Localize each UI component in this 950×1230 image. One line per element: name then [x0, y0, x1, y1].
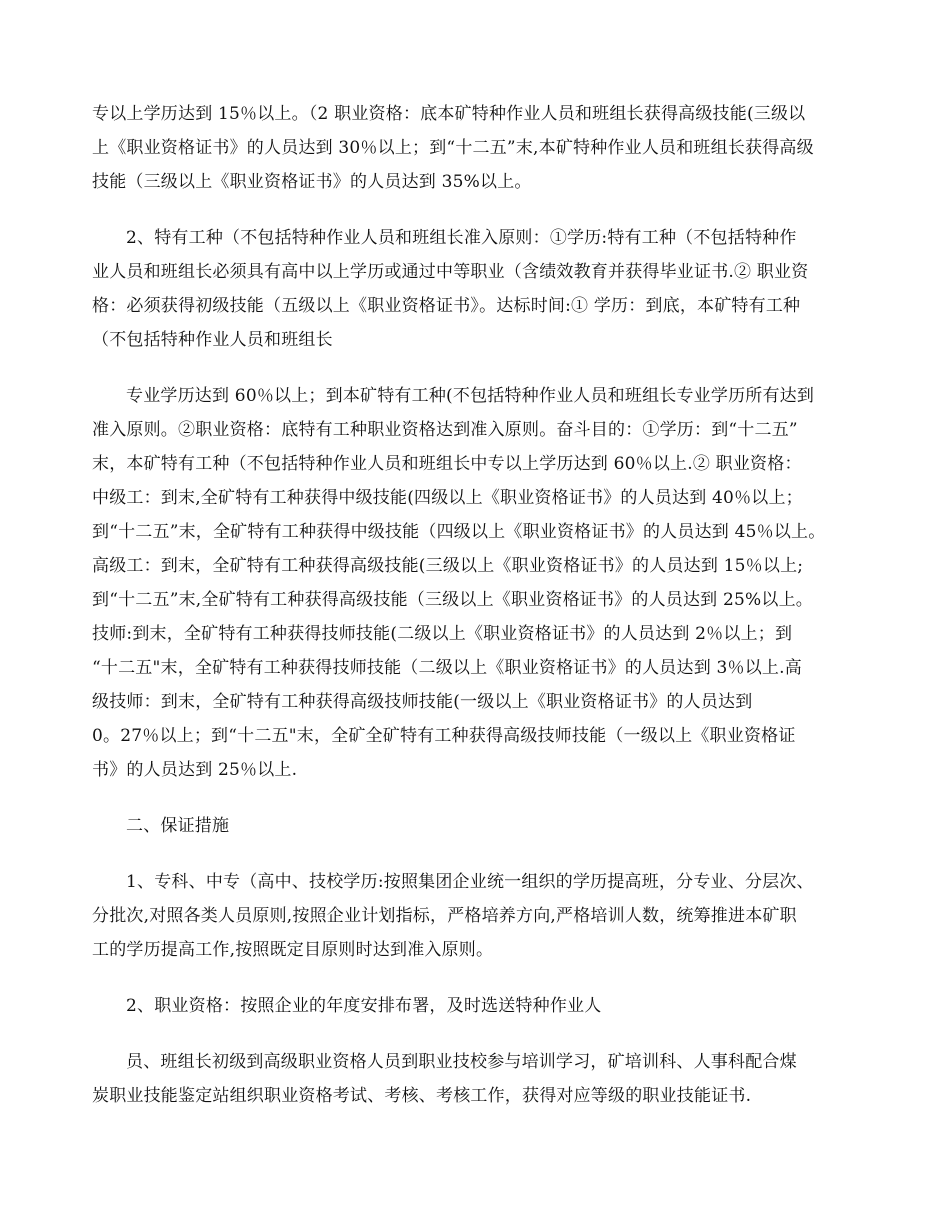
- text-line: 到“十二五”末，全矿特有工种获得中级技能（四级以上《职业资格证书》的人员达到 45％以上。: [92, 522, 826, 542]
- text-line: 中级工：到末,全矿特有工种获得中级技能(四级以上《职业资格证书》的人员达到 40％以上；: [92, 488, 803, 508]
- text-line: 2、职业资格：按照企业的年度安排布署，及时选送特种作业人: [126, 996, 602, 1016]
- text-line: 高级工：到末，全矿特有工种获得高级技能(三级以上《职业资格证书》的人员达到 15％以上;: [92, 556, 804, 576]
- text-line: 技能（三级以上《职业资格证书》的人员达到 35%以上。: [92, 172, 532, 192]
- text-line: 1、专科、中专（高中、技校学历:按照集团企业统一组织的学历提高班，分专业、分层次、: [126, 872, 814, 892]
- text-line: 专以上学历达到 15％以上。（2 职业资格：底本矿特种作业人员和班组长获得高级技能(三级以: [92, 104, 806, 124]
- text-line: 员、班组长初级到高级职业资格人员到职业技校参与培训学习，矿培训科、人事科配合煤: [126, 1052, 797, 1072]
- text-line: 上《职业资格证书》的人员达到 30％以上；到“十二五”末,本矿特种作业人员和班组长获得高级: [92, 138, 814, 158]
- text-line: 2、特有工种（不包括特种作业人员和班组长准入原则：①学历:特有工种（不包括特种作: [126, 228, 797, 248]
- section-heading-text: 二、保证措施: [126, 816, 230, 836]
- text-line: 业人员和班组长必须具有高中以上学历或通过中等职业（含绩效教育并获得毕业证书.② 职业资: [92, 262, 809, 282]
- text-line: “十二五"末，全矿特有工种获得技师技能（二级以上《职业资格证书》的人员达到 3％以上.高: [92, 658, 802, 678]
- text-line: 技师:到末，全矿特有工种获得技师技能(二级以上《职业资格证书》的人员达到 2％以上；到: [92, 624, 793, 644]
- text-line: （不包括特种作业人员和班组长: [92, 330, 333, 350]
- text-line: 格：必须获得初级技能（五级以上《职业资格证书》。达标时间:① 学历：到底，本矿特有工种: [92, 296, 801, 316]
- text-line: 工的学历提高工作,按照既定目原则时达到准入原则。: [92, 940, 494, 960]
- text-line: 分批次,对照各类人员原则,按照企业计划指标，严格培养方向,严格培训人数，统筹推进本矿职: [92, 906, 797, 926]
- text-line: 0。27％以上；到“十二五"末，全矿全矿特有工种获得高级技师技能（一级以上《职业资格证: [92, 726, 796, 746]
- text-line: 到“十二五”末,全矿特有工种获得高级技能（三级以上《职业资格证书》的人员达到 25%以上。: [92, 590, 813, 610]
- text-line: 级技师：到末，全矿特有工种获得高级技师技能(一级以上《职业资格证书》的人员达到: [92, 692, 753, 712]
- text-line: 末，本矿特有工种（不包括特种作业人员和班组长中专以上学历达到 60％以上.② 职业资格：: [92, 454, 802, 474]
- text-line: 炭职业技能鉴定站组织职业资格考试、考核、考核工作，获得对应等级的职业技能证书.: [92, 1086, 752, 1106]
- text-line: 准入原则。②职业资格：底特有工种职业资格达到准入原则。奋斗目的：①学历：到“十二五”: [92, 420, 798, 440]
- text-line: 书》的人员达到 25％以上.: [92, 760, 298, 780]
- text-line: 专业学历达到 60％以上；到本矿特有工种(不包括特种作业人员和班组长专业学历所有达到: [126, 386, 815, 406]
